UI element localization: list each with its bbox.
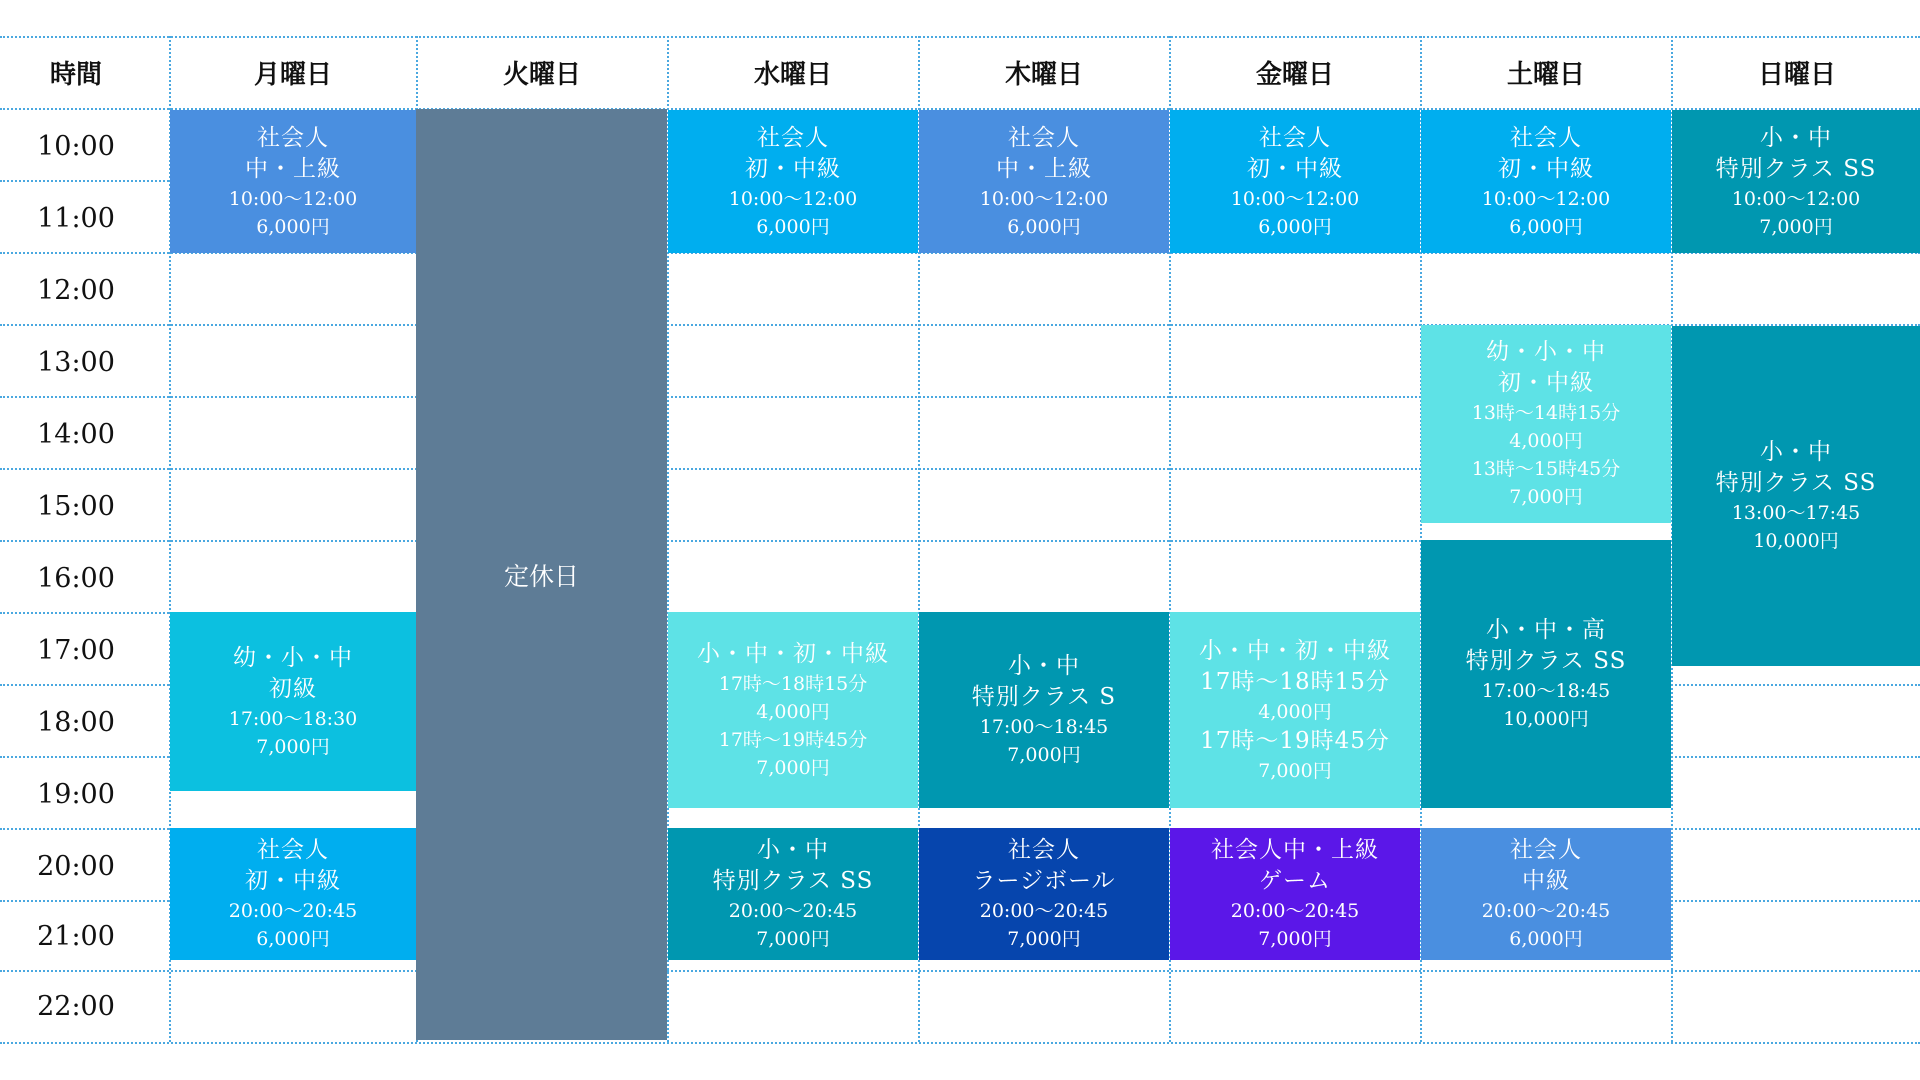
lesson-price: 7,000円 bbox=[1258, 759, 1332, 782]
lesson-audience: 社会人 bbox=[257, 124, 329, 151]
lesson-price: 10,000円 bbox=[1503, 708, 1589, 730]
lesson-audience: 社会人 bbox=[257, 837, 329, 863]
lesson-block[interactable] bbox=[668, 612, 918, 808]
lesson-price: 6,000円 bbox=[756, 215, 830, 238]
lesson-price: 6,000円 bbox=[256, 215, 330, 238]
lesson-time: 17:00〜18:45 bbox=[979, 716, 1109, 738]
lesson-time: 10:00〜12:00 bbox=[728, 187, 858, 210]
lesson-block[interactable] bbox=[919, 828, 1169, 960]
lesson-price: 7,000円 bbox=[1258, 928, 1332, 950]
lesson-block[interactable] bbox=[1421, 110, 1671, 253]
time-label: 21:00 bbox=[37, 920, 115, 952]
header-friday: 金曜日 bbox=[1255, 59, 1334, 90]
lesson-price: 4,000円 bbox=[1258, 700, 1332, 723]
lesson-audience: 社会人 bbox=[757, 124, 829, 151]
header-tuesday: 火曜日 bbox=[502, 59, 581, 90]
lesson-level: 特別クラス SS bbox=[1465, 648, 1627, 674]
time-label: 18:00 bbox=[37, 706, 115, 738]
time-label: 10:00 bbox=[37, 130, 115, 162]
lesson-audience: 小・中・高 bbox=[1486, 617, 1606, 643]
time-label: 11:00 bbox=[37, 202, 115, 234]
lesson-price: 7,000円 bbox=[256, 735, 330, 758]
lesson-audience: 幼・小・中 bbox=[1486, 339, 1606, 365]
lesson-audience: 小・中 bbox=[757, 837, 829, 863]
lesson-time: 17時〜18時15分 bbox=[718, 672, 868, 695]
lesson-time: 10:00〜12:00 bbox=[228, 187, 358, 210]
lesson-audience: 社会人中・上級 bbox=[1211, 837, 1379, 863]
lesson-block[interactable] bbox=[1672, 326, 1920, 666]
lesson-block[interactable] bbox=[668, 110, 918, 253]
lesson-time: 17時〜18時15分 bbox=[1200, 668, 1390, 695]
lesson-price: 6,000円 bbox=[1007, 215, 1081, 238]
lesson-audience: 小・中 bbox=[1760, 439, 1832, 465]
lesson-block[interactable] bbox=[919, 612, 1169, 808]
lesson-audience: 社会人 bbox=[1510, 124, 1582, 151]
lesson-audience: 小・中 bbox=[1760, 124, 1832, 151]
lesson-time: 17:00〜18:30 bbox=[228, 707, 358, 730]
lesson-price: 10,000円 bbox=[1753, 530, 1839, 552]
lesson-price: 4,000円 bbox=[1509, 430, 1583, 452]
time-label: 15:00 bbox=[37, 490, 115, 522]
lesson-level: 初・中級 bbox=[745, 155, 841, 182]
lesson-block[interactable] bbox=[170, 110, 416, 253]
closed-day-label: 定休日 bbox=[503, 561, 579, 591]
lesson-price: 7,000円 bbox=[756, 756, 830, 779]
lesson-block[interactable] bbox=[1170, 828, 1420, 960]
lesson-block[interactable] bbox=[1421, 540, 1671, 808]
lesson-block[interactable] bbox=[1672, 110, 1920, 253]
lesson-audience: 社会人 bbox=[1008, 124, 1080, 151]
lesson-time: 20:00〜20:45 bbox=[1481, 900, 1611, 922]
time-label: 17:00 bbox=[37, 634, 115, 666]
lesson-time: 17:00〜18:45 bbox=[1481, 680, 1611, 702]
time-label: 13:00 bbox=[37, 346, 115, 378]
grid-line bbox=[0, 970, 1920, 972]
lesson-block[interactable] bbox=[1421, 828, 1671, 960]
lesson-block[interactable] bbox=[170, 828, 416, 960]
lesson-time: 10:00〜12:00 bbox=[979, 187, 1109, 210]
lesson-time: 13:00〜17:45 bbox=[1731, 502, 1861, 524]
closed-day-block bbox=[416, 109, 667, 1040]
lesson-audience: 小・中 bbox=[1008, 653, 1080, 679]
time-label: 14:00 bbox=[37, 418, 115, 450]
lesson-audience: 小・中・初・中級 bbox=[697, 640, 889, 667]
lesson-time: 13時〜15時45分 bbox=[1471, 458, 1621, 480]
lesson-price: 7,000円 bbox=[1759, 215, 1833, 238]
time-label: 20:00 bbox=[37, 850, 115, 882]
lesson-block[interactable] bbox=[170, 612, 416, 791]
lesson-audience: 社会人 bbox=[1259, 124, 1331, 151]
lesson-level: 中・上級 bbox=[996, 155, 1092, 182]
lesson-price: 7,000円 bbox=[1509, 486, 1583, 508]
header-saturday: 土曜日 bbox=[1506, 59, 1585, 90]
lesson-time: 13時〜14時15分 bbox=[1471, 402, 1621, 424]
lesson-time: 10:00〜12:00 bbox=[1731, 187, 1861, 210]
lesson-block[interactable] bbox=[919, 110, 1169, 253]
lesson-time: 17時〜19時45分 bbox=[718, 728, 868, 751]
lesson-level: 初・中級 bbox=[1498, 155, 1594, 182]
lesson-price: 6,000円 bbox=[1509, 928, 1583, 950]
lesson-level: 中級 bbox=[1522, 868, 1570, 894]
lesson-level: 初級 bbox=[269, 675, 317, 702]
time-label: 19:00 bbox=[37, 778, 115, 810]
lesson-time: 20:00〜20:45 bbox=[728, 900, 858, 922]
header-time: 時間 bbox=[49, 59, 102, 90]
lesson-time: 10:00〜12:00 bbox=[1230, 187, 1360, 210]
lesson-time: 20:00〜20:45 bbox=[979, 900, 1109, 922]
lesson-level: 特別クラス SS bbox=[712, 868, 874, 894]
time-label: 12:00 bbox=[37, 274, 115, 306]
header-wednesday: 水曜日 bbox=[753, 59, 832, 90]
lesson-price: 7,000円 bbox=[1007, 928, 1081, 950]
lesson-time: 10:00〜12:00 bbox=[1481, 187, 1611, 210]
lesson-level: 初・中級 bbox=[1498, 370, 1594, 396]
time-label: 16:00 bbox=[37, 562, 115, 594]
lesson-time: 20:00〜20:45 bbox=[228, 900, 358, 922]
lesson-price: 4,000円 bbox=[756, 700, 830, 723]
lesson-level: 特別クラス S bbox=[971, 684, 1117, 710]
lesson-level: 特別クラス SS bbox=[1715, 155, 1877, 182]
lesson-time: 20:00〜20:45 bbox=[1230, 900, 1360, 922]
lesson-level: 初・中級 bbox=[1247, 155, 1343, 182]
lesson-block[interactable] bbox=[1170, 110, 1420, 253]
lesson-price: 6,000円 bbox=[256, 928, 330, 950]
lesson-price: 6,000円 bbox=[1509, 215, 1583, 238]
lesson-price: 7,000円 bbox=[1007, 744, 1081, 766]
lesson-level: ゲーム bbox=[1259, 868, 1331, 894]
lesson-price: 6,000円 bbox=[1258, 215, 1332, 238]
header-monday: 月曜日 bbox=[253, 59, 332, 90]
lesson-block[interactable] bbox=[1170, 612, 1420, 808]
lesson-audience: 社会人 bbox=[1008, 837, 1080, 863]
header-thursday: 木曜日 bbox=[1004, 59, 1083, 90]
lesson-audience: 小・中・初・中級 bbox=[1199, 637, 1391, 664]
lesson-audience: 社会人 bbox=[1510, 837, 1582, 863]
header-sunday: 日曜日 bbox=[1757, 59, 1836, 90]
time-label: 22:00 bbox=[37, 990, 115, 1022]
lesson-level: 中・上級 bbox=[245, 155, 341, 182]
lesson-level: 初・中級 bbox=[245, 868, 341, 894]
lesson-block[interactable] bbox=[668, 828, 918, 960]
lesson-block[interactable] bbox=[1421, 325, 1671, 523]
lesson-level: ラージボール bbox=[972, 868, 1116, 894]
lesson-audience: 幼・小・中 bbox=[233, 644, 353, 671]
lesson-price: 7,000円 bbox=[756, 928, 830, 950]
lesson-level: 特別クラス SS bbox=[1715, 470, 1877, 496]
grid-line bbox=[0, 1042, 1920, 1044]
lesson-time: 17時〜19時45分 bbox=[1200, 727, 1390, 754]
